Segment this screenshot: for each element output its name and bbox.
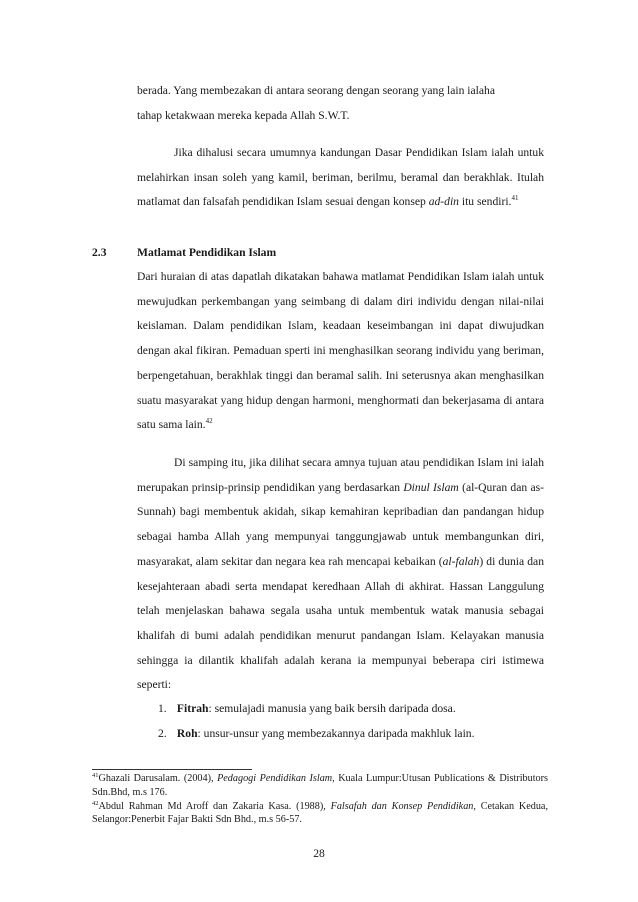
paragraph-text: itu sendiri. — [458, 195, 512, 209]
paragraph-line: tahap ketakwaan mereka kepada Allah S.W.T. — [137, 108, 350, 122]
list-number: 1. — [158, 702, 167, 715]
paragraph-matlamat — [137, 265, 544, 438]
section-number: 2.3 — [92, 246, 107, 259]
list-description: : unsur-unsur yang membezakannya daripada makhluk lain. — [197, 726, 475, 740]
paragraph-line: berada. Yang membezakan di antara seorang dengan seorang yang lain ialaha — [137, 84, 495, 97]
footnote-text: Ghazali Darusalam. (2004), — [98, 773, 218, 784]
footnote — [92, 772, 548, 800]
paragraph-text: Di samping itu, jika dilihat secara amnya tujuan atau pendidikan Islam ini ialah merupakan prinsip-prinsip pendidikan yang berdasarkan — [137, 456, 544, 494]
footnote-title: Falsafah dan Konsep Pendidikan, — [330, 800, 476, 812]
italic-term: al-falah — [442, 554, 480, 568]
footnote-number: 41 — [92, 772, 99, 779]
footnote-text: Abdul Rahman Md Aroff dan Zakaria Kasa. (1988), — [98, 800, 331, 812]
list-term: Roh — [176, 726, 198, 740]
ciri-list — [158, 697, 548, 746]
footnote-number: 42 — [92, 799, 99, 807]
list-term: Fitrah — [176, 702, 209, 715]
section-heading: Matlamat Pendidikan Islam — [137, 246, 277, 259]
footnote-title: Pedagogi Pendidikan Islam, — [217, 773, 335, 784]
italic-term: Dinul Islam — [403, 480, 459, 494]
paragraph-dasar-pendidikan — [137, 141, 544, 215]
paragraph-tujuan — [137, 451, 544, 698]
footnote-text: Cetakan Kedua, Selangor:Penerbit Fajar Bakti Sdn Bhd., m.s 56-57. — [92, 800, 549, 826]
list-item — [158, 722, 548, 747]
footnotes — [92, 772, 548, 827]
footnote — [92, 800, 548, 828]
paragraph-text: Jika dihalusi secara umumnya kandungan Dasar Pendidikan Islam ialah untuk melahirkan insan soleh yang kamil, beriman, berilmu, beramal dan berakhlak. Itulah matlamat dan falsafah pendidikan Islam sesuai dengan konsep — [137, 146, 544, 209]
list-description: : semulajadi manusia yang baik bersih daripada dosa. — [208, 702, 456, 715]
paragraph-continuation — [137, 79, 544, 128]
list-number: 2. — [158, 726, 167, 740]
page-number: 28 — [313, 847, 325, 860]
list-item — [158, 697, 548, 722]
paragraph-text: ) di dunia dan kesejahteraan abadi serta mendapat keredhaan Allah di akhirat. Hassan Langgulung telah menjelaskan bahawa segala usaha untuk membentuk watak manusia sebagai khalifah di bumi adalah pendidikan menurut pandangan Islam. Kelayakan manusia sehingga ia dilantik khalifah adalah kerana ia mempunyai beberapa ciri istimewa seperti: — [137, 554, 545, 692]
footnote-text: Kuala Lumpur:Utusan Publications & Distributors Sdn.Bhd, m.s 176. — [92, 773, 548, 798]
footnote-ref: 42 — [205, 417, 213, 426]
italic-term: ad-din — [428, 195, 459, 209]
footnote-divider — [92, 769, 252, 770]
footnote-ref: 41 — [511, 194, 519, 203]
paragraph-text: (al-Quran dan as-Sunnah) bagi membentuk akidah, sikap kemahiran kepribadian dan pandangan hidup sebagai hamba Allah yang mempunyai tanggungjawab untuk membangunkan diri, masyarakat, alam sekitar dan negara kea rah mencapai kebaikan ( — [137, 480, 544, 568]
paragraph-text: Dari huraian di atas dapatlah dikatakan bahawa matlamat Pendidikan Islam ialah untuk mewujudkan perkembangan yang seimbang di dalam diri individu dengan nilai-nilai keislaman. Dalam pendidikan Islam, keadaan keseimbangan ini dapat diwujudkan dengan akal fikiran. Pemaduan sperti ini menghasilkan seorang individu yang beriman, berpengetahuan, berakhlak tinggi dan beramal salih. Ini seterusnya akan menghasilkan suatu masyarakat yang hidup dengan harmoni, menghormati dan bekerjasama di antara satu sama lain. — [137, 270, 544, 432]
